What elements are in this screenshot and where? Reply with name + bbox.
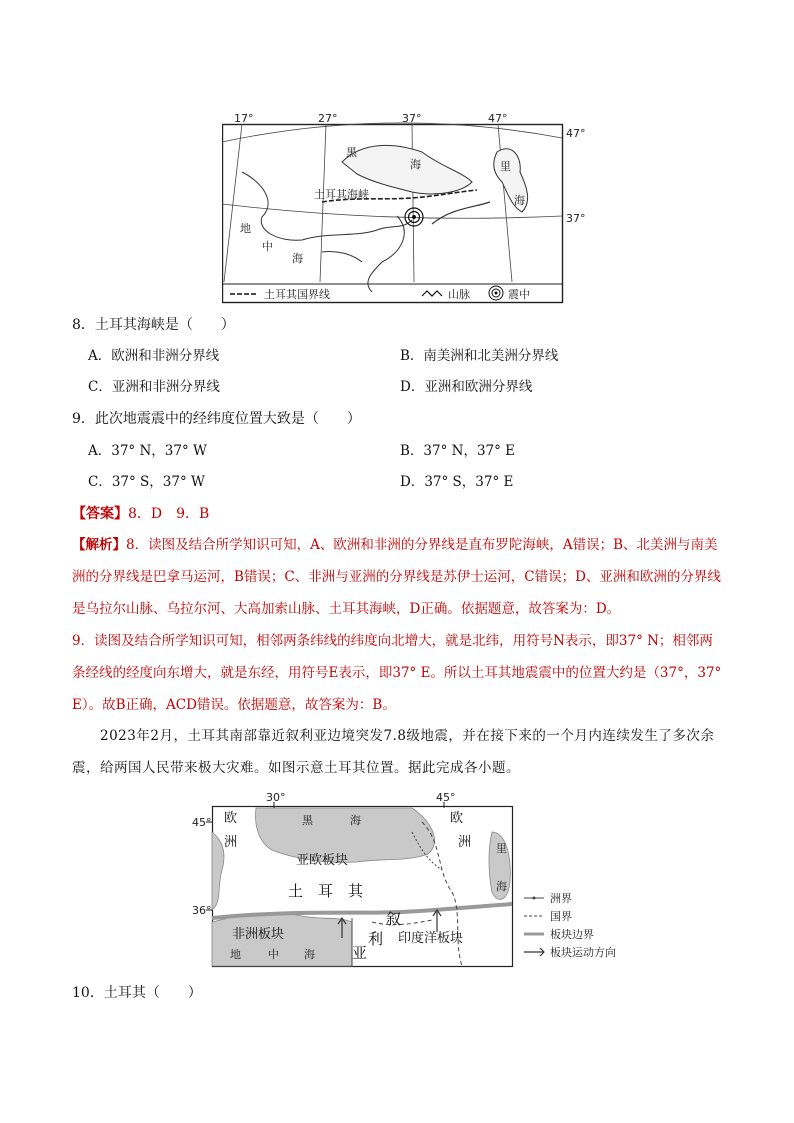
map2-europe-left-1: 欧 [224, 811, 238, 826]
analysis-tag: 【解析】 [72, 537, 126, 553]
map2-african-plate: 非洲板块 [232, 927, 285, 942]
map1 [222, 112, 593, 304]
q8-option-a[interactable]: A．欧洲和非洲分界线 [88, 348, 220, 364]
map1-strait-label: 土耳其海峡 [314, 188, 369, 201]
map1-sea-med-2: 中 [262, 240, 273, 253]
map1-lon-47: 47° [488, 112, 508, 125]
map2-legend-country: 国界 [550, 910, 572, 923]
map1-sea-black-1: 黑 [346, 146, 357, 159]
map1-sea-caspian-1: 里 [500, 160, 511, 173]
map1-legend-border: 土耳其国界线 [264, 288, 330, 301]
map2-lon-45: 45° [436, 792, 456, 804]
map2-legend-plate-motion: 板块运动方向 [550, 946, 616, 959]
legend-plate-motion-icon [524, 948, 544, 956]
answer-text: 8．D 9．B [128, 506, 210, 522]
map1-lon-27: 27° [318, 112, 338, 125]
q8-stem: 8．土耳其海峡是（ ） [72, 317, 235, 333]
q9-stem: 9．此次地震震中的经纬度位置大致是（ ） [72, 411, 361, 427]
map2-syria-1: 叙 [386, 910, 402, 928]
map2-med-3: 海 [304, 948, 315, 961]
map2-caspian-2: 海 [496, 880, 507, 893]
map2-syria-3: 亚 [352, 944, 368, 962]
q9-option-a[interactable]: A．37° N，37° W [88, 443, 207, 459]
map2-lat-36: 36° [192, 904, 212, 917]
map2-turkey: 土 耳 其 [288, 882, 364, 900]
map1-lon-37: 37° [402, 112, 422, 125]
q9-option-d[interactable]: D．37° S，37° E [400, 474, 514, 490]
map1-sea-black-2: 海 [410, 158, 421, 171]
q9-option-b[interactable]: B．37° N，37° E [400, 443, 516, 459]
analysis-p8-text: 8．读图及结合所学知识可知，A、欧洲和非洲的分界线是直布罗陀海峡，A错误；B、北美洲与南美洲的分界线是巴拿马运河，B错误；C、非洲与亚洲的分界线是苏伊士运河，C错误；D、亚洲和欧洲的分界线是乌拉尔山脉、乌拉尔河、大高加索山脉、土耳其海峡，D正确。依据题意，故答案为：D。 [72, 537, 721, 617]
map1-legend-epicenter: 震中 [508, 288, 530, 301]
map2-black-sea-2: 海 [350, 814, 361, 827]
map2-svg [192, 792, 624, 970]
map2-lat-45: 45° [192, 816, 212, 829]
map2-legend-plate-boundary: 板块边界 [550, 928, 594, 941]
map2-indian-plate: 印度洋板块 [398, 931, 464, 946]
map2 [192, 792, 624, 970]
map2-europe-left-2: 洲 [224, 835, 238, 850]
map2-black-sea-1: 黑 [302, 814, 313, 827]
map1-lon-17: 17° [234, 112, 254, 125]
map1-legend-mountain: 山脉 [448, 288, 470, 301]
analysis-p8 [72, 529, 724, 625]
map2-europe-right-1: 欧 [450, 811, 464, 826]
map2-europe-right-2: 洲 [458, 835, 472, 850]
q8-option-b[interactable]: B．南美洲和北美洲分界线 [400, 348, 559, 364]
map2-eurasian-plate: 亚欧板块 [296, 853, 349, 868]
map1-lat-37: 37° [566, 212, 586, 225]
answer-tag: 【答案】 [72, 506, 128, 522]
map1-sea-caspian-2: 海 [514, 194, 525, 207]
map2-lon-30: 30° [266, 792, 286, 804]
intro-paragraph: 2023年2月，土耳其南部靠近叙利亚边境突发7.8级地震，并在接下来的一个月内连续发生了多次余震，给两国人民带来极大灾难。如图示意土耳其位置。据此完成各小题。 [72, 728, 715, 776]
q10-stem: 10．土耳其（ ） [72, 985, 202, 1001]
map2-caspian-1: 里 [496, 842, 507, 855]
q8-option-c[interactable]: C．亚洲和非洲分界线 [88, 379, 220, 395]
map1-sea-med-3: 海 [292, 252, 303, 265]
answer-line [72, 504, 209, 524]
map1-svg [222, 112, 593, 304]
analysis-p9: 9．读图及结合所学知识可知，相邻两条纬线的纬度向北增大，就是北纬，用符号N表示，即37° N；相邻两条经线的经度向东增大，就是东经，用符号E表示，即37° E。所以土耳其地震震中的位置大约是（37°，37° E）。故B正确，ACD错误。依据题意，故答案为：B。 [72, 633, 722, 713]
map2-med-2: 中 [268, 948, 279, 961]
analysis-block [72, 529, 724, 721]
map1-sea-med-1: 地 [240, 222, 251, 235]
map2-med-1: 地 [230, 948, 241, 961]
map1-lat-47: 47° [566, 127, 586, 140]
q8-option-d[interactable]: D．亚洲和欧洲分界线 [400, 379, 533, 395]
map2-syria-2: 利 [368, 930, 384, 948]
q9-option-c[interactable]: C．37° S，37° W [88, 474, 205, 490]
map2-legend-continent: 洲界 [550, 892, 572, 905]
